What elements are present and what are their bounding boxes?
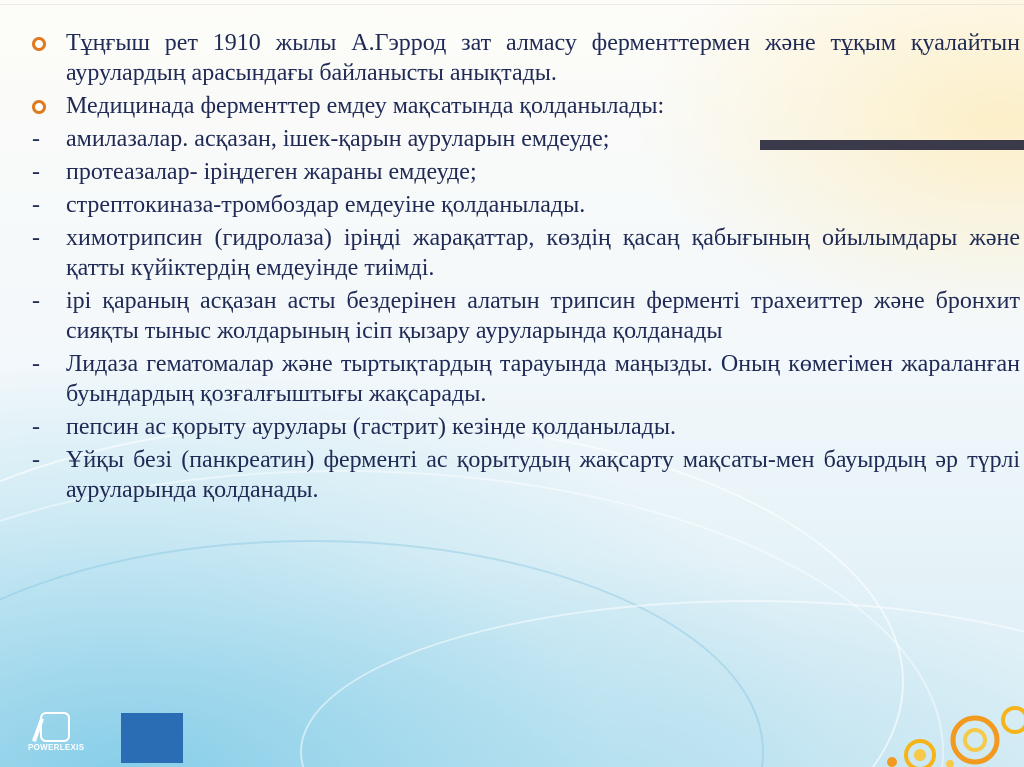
slide-content	[30, 28, 1020, 508]
dash-text: ірі қараның асқазан асты бездерінен алатын трипсин ферменті трахеиттер және бронхит сияқты тыныс жолдарының ісіп қызару ауруларында қолданады	[66, 288, 1020, 344]
decorative-swirl-icon	[880, 690, 1024, 767]
dash-item	[30, 190, 1020, 220]
dash-text: пепсин ас қорыту аурулары (гастрит) кезінде қолданылады.	[66, 414, 676, 440]
dash-text: Лидаза гематомалар және тыртықтардың тарауында маңызды. Оның көмегімен жараланған буындардың қозғалғыштығы жақсарады.	[66, 351, 1020, 407]
dash-icon: -	[32, 192, 40, 218]
dash-text: протеазалар- іріңдеген жараны емдеуде;	[66, 159, 477, 185]
dash-text: Ұйқы безі (панкреатин) ферменті ас қорытудың жақсарту мақсаты-мен бауырдың әр түрлі ауруларында қолданады.	[66, 447, 1020, 503]
dash-item	[30, 445, 1020, 505]
dash-icon: -	[32, 225, 40, 251]
bullet-marker	[30, 28, 66, 58]
dash-marker	[30, 223, 66, 253]
dash-item	[30, 223, 1020, 283]
bullet-item	[30, 28, 1020, 88]
dash-icon: -	[32, 159, 40, 185]
dash-icon: -	[32, 351, 40, 377]
dash-item	[30, 412, 1020, 442]
dash-text: стрептокиназа-тромбоздар емдеуіне қолданылады.	[66, 192, 586, 218]
dash-text: химотрипсин (гидролаза) іріңді жарақаттар, көздің қасаң қабығының ойылымдары және қатты күйіктердің емдеуінде тиімді.	[66, 225, 1020, 281]
dash-text: амилазалар. асқазан, ішек-қарын ауруларын емдеуде;	[66, 126, 610, 152]
dash-marker	[30, 190, 66, 220]
accent-square	[121, 713, 183, 763]
bullet-marker	[30, 91, 66, 121]
dash-marker	[30, 286, 66, 316]
dash-item	[30, 286, 1020, 346]
dash-icon: -	[32, 414, 40, 440]
dash-marker	[30, 349, 66, 379]
dash-marker	[30, 412, 66, 442]
dash-icon: -	[32, 447, 40, 473]
dash-item	[30, 124, 1020, 154]
dash-marker	[30, 157, 66, 187]
dash-icon: -	[32, 126, 40, 152]
dash-marker	[30, 124, 66, 154]
dash-icon: -	[32, 288, 40, 314]
circle-bullet-icon	[32, 100, 46, 114]
bullet-text: Медицинада ферменттер емдеу мақсатында қолданылады:	[66, 93, 665, 119]
dash-item	[30, 157, 1020, 187]
bullet-item	[30, 91, 1020, 121]
dash-marker	[30, 445, 66, 475]
bullet-text: Тұңғыш рет 1910 жылы А.Гэррод зат алмасу ферменттермен және тұқым қуалайтын аурулардың арасындағы байланысты анықтады.	[66, 30, 1020, 86]
dash-item	[30, 349, 1020, 409]
logo-frame-icon	[40, 712, 70, 742]
circle-bullet-icon	[32, 37, 46, 51]
top-divider	[0, 4, 1024, 5]
logo-text: POWERLEXIS	[28, 743, 85, 752]
powerlexis-logo	[28, 712, 118, 762]
